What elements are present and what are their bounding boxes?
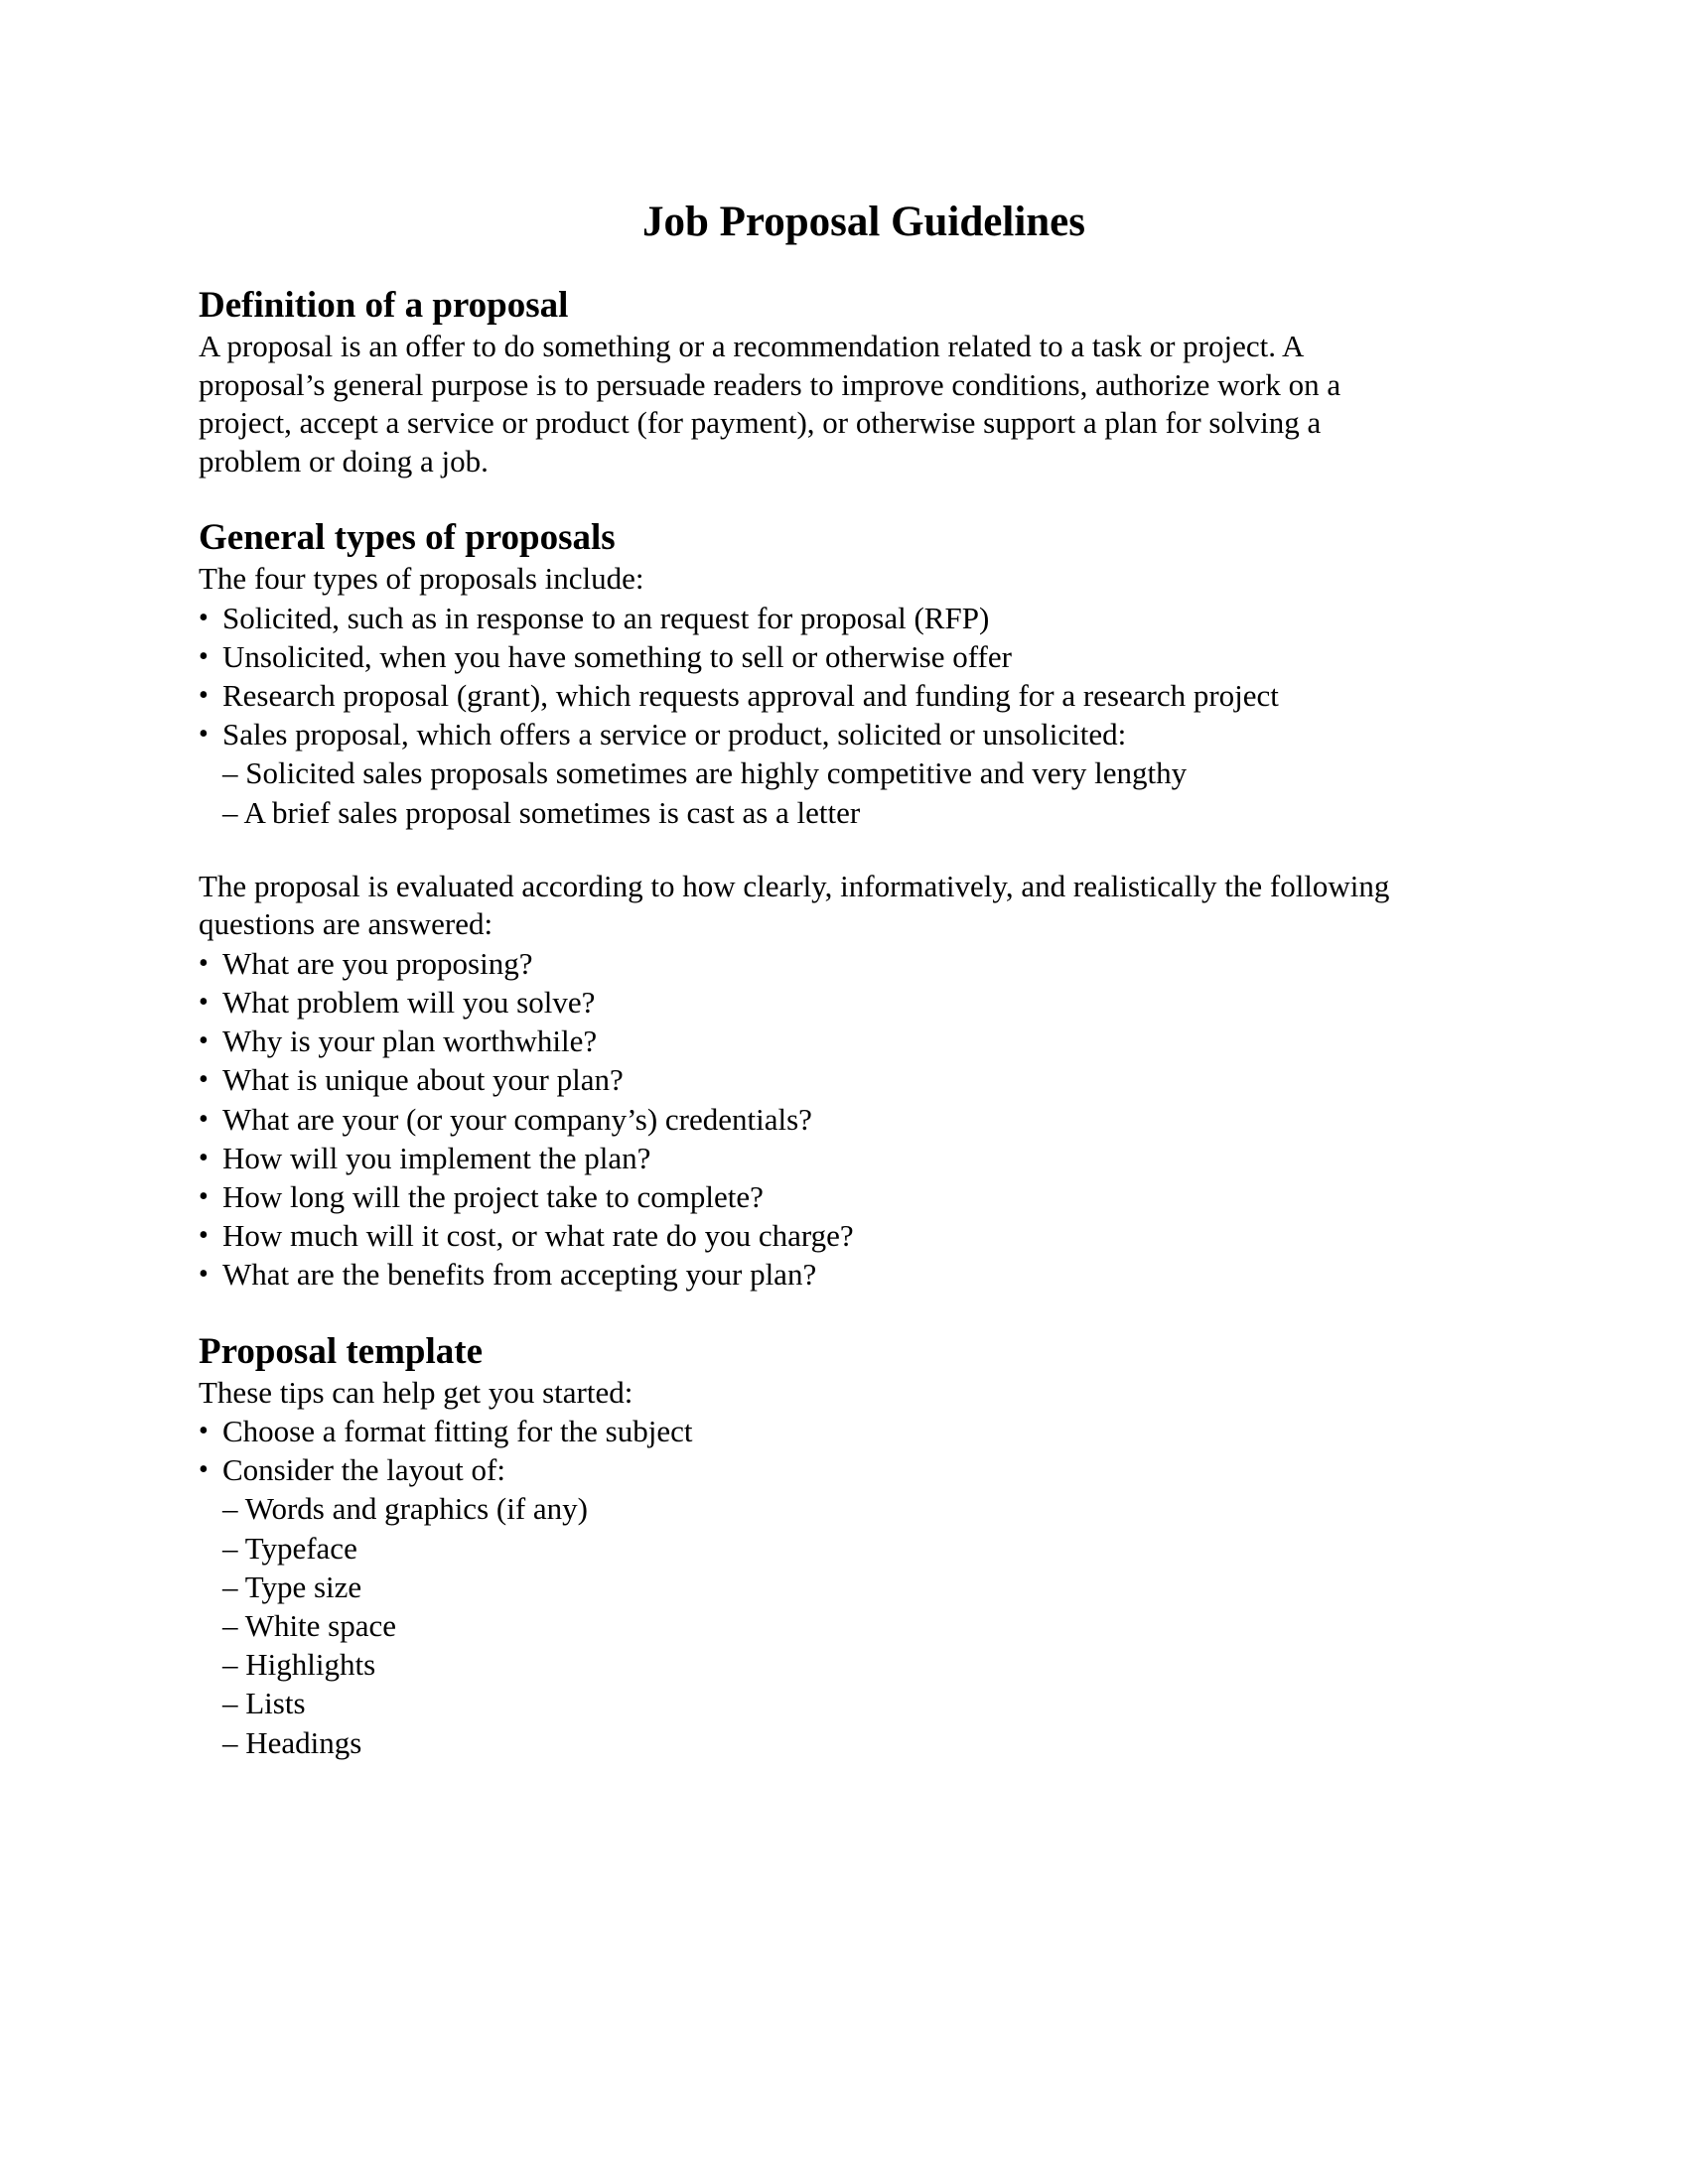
questions-list [199,944,1509,1295]
list-item-text: Unsolicited, when you have something to sell or otherwise offer [222,638,1012,674]
paragraph-line: problem or doing a job. [199,443,489,478]
bullet-icon: • [199,602,209,633]
paragraph-line: The proposal is evaluated according to how clearly, informatively, and realistically the following [199,868,1390,903]
list-item [199,944,1509,983]
list-item [199,1177,1509,1216]
spacer [199,1295,1509,1330]
list-item-text: What are your (or your company’s) credentials? [222,1101,812,1137]
list-item [199,637,1509,676]
section-heading-definition: Definition of a proposal [199,285,569,326]
list-item-text: Research proposal (grant), which requests approval and funding for a research project [222,677,1279,713]
list-item [199,983,1509,1022]
bullet-icon: • [199,1180,209,1212]
evaluation-paragraph [199,868,1509,944]
sub-list-item: – Solicited sales proposals sometimes are highly competitive and very lengthy [222,755,1188,791]
list-item [199,1139,1509,1177]
types-intro: The four types of proposals include: [199,561,644,596]
bullet-icon: • [199,1454,209,1486]
list-item-text: What is unique about your plan? [222,1062,624,1098]
paragraph-line: A proposal is an offer to do something or a recommendation related to a task or project. A [199,329,1305,363]
template-list [199,1412,1509,1762]
list-item-text: Consider the layout of: [222,1452,505,1488]
list-item-text: Choose a format fitting for the subject [222,1414,693,1449]
paragraph-line: project, accept a service or product (for payment), or otherwise support a plan for solving a [199,405,1322,440]
list-item-text: Solicited, such as in response to an request for proposal (RFP) [222,600,990,635]
list-item-text: Why is your plan worthwhile? [222,1024,598,1059]
bullet-icon: • [199,1259,209,1291]
list-item [199,1255,1509,1294]
list-item [199,1450,1509,1489]
bullet-icon: • [199,679,209,711]
bullet-icon: • [199,640,209,672]
bullet-icon: • [199,1220,209,1252]
sub-list-item: – Type size [222,1569,362,1604]
list-item [199,676,1509,715]
section-heading-general-types: General types of proposals [199,517,616,558]
list-item-text: Sales proposal, which offers a service or product, solicited or unsolicited: [222,717,1127,752]
bullet-icon: • [199,1103,209,1135]
template-intro: These tips can help get you started: [199,1374,633,1410]
sub-list-item: – A brief sales proposal sometimes is cast as a letter [222,794,861,830]
list-item-text: How long will the project take to complete? [222,1178,764,1214]
paragraph-line: proposal’s general purpose is to persuade readers to improve conditions, authorize work on a [199,366,1341,402]
document-page [199,195,1509,1762]
sub-list-item: – Headings [222,1724,362,1760]
list-item [199,715,1509,753]
bullet-icon: • [199,719,209,751]
bullet-icon: • [199,1416,209,1447]
list-item [199,1022,1509,1060]
sub-list-item: – Typeface [222,1530,357,1566]
document-title: Job Proposal Guidelines [641,199,1086,245]
sub-list-item: – Highlights [222,1647,376,1683]
list-item [199,1412,1509,1450]
types-list [199,599,1509,832]
list-item-text: What are you proposing? [222,945,533,981]
spacer [199,480,1509,516]
sub-list-item: – Words and graphics (if any) [222,1491,588,1527]
bullet-icon: • [199,947,209,979]
list-item [199,1060,1509,1099]
sub-list-item: – White space [222,1608,397,1644]
bullet-icon: • [199,1064,209,1096]
definition-paragraph [199,328,1509,480]
paragraph-line: questions are answered: [199,906,493,942]
sub-list-item: – Lists [222,1686,306,1721]
list-item-text: How will you implement the plan? [222,1140,651,1175]
bullet-icon: • [199,1025,209,1057]
bullet-icon: • [199,986,209,1018]
section-heading-proposal-template: Proposal template [199,1330,484,1372]
list-item [199,1100,1509,1139]
list-item [199,1216,1509,1255]
list-item [199,599,1509,637]
list-item-text: What are the benefits from accepting your plan? [222,1257,817,1293]
list-item-text: What problem will you solve? [222,984,596,1020]
bullet-icon: • [199,1142,209,1173]
list-item-text: How much will it cost, or what rate do you charge? [222,1218,854,1254]
spacer [199,832,1509,868]
